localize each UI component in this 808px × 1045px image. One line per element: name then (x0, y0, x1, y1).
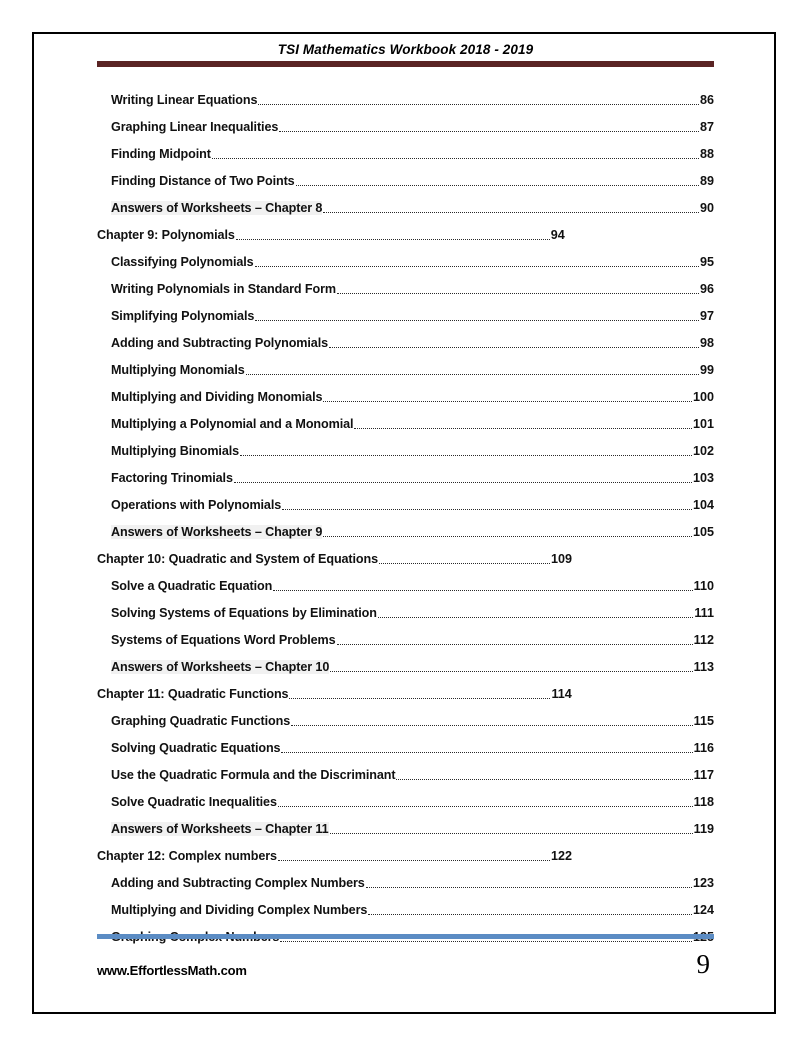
toc-entry-page-number: 103 (692, 470, 714, 485)
toc-entry-page-number: 110 (693, 578, 714, 593)
toc-entry-page-number: 123 (692, 875, 714, 890)
toc-entry-page-number: 101 (692, 416, 714, 431)
toc-dot-leader (258, 86, 699, 113)
toc-entry[interactable] (97, 437, 714, 464)
toc-entry-page-number: 100 (692, 389, 714, 404)
toc-entry-label: Classifying Polynomials (111, 254, 254, 269)
toc-entry-label: Finding Distance of Two Points (111, 173, 295, 188)
toc-dot-leader (378, 599, 694, 626)
toc-entry[interactable] (97, 113, 714, 140)
toc-dot-leader (323, 383, 692, 410)
toc-entry[interactable] (97, 140, 714, 167)
toc-dot-leader (279, 113, 699, 140)
toc-entry-label: Writing Linear Equations (111, 92, 258, 107)
toc-entry[interactable] (97, 896, 714, 923)
toc-entry-label: Answers of Worksheets – Chapter 9 (111, 524, 323, 539)
toc-entry-label: Answers of Worksheets – Chapter 10 (111, 659, 330, 674)
toc-dot-leader (289, 680, 550, 707)
toc-entry-label: Use the Quadratic Formula and the Discriminant (111, 767, 396, 782)
toc-entry-page-number: 112 (693, 632, 714, 647)
toc-dot-leader (323, 194, 699, 221)
toc-entry-label: Adding and Subtracting Complex Numbers (111, 875, 365, 890)
toc-entry[interactable] (97, 464, 714, 491)
toc-entry-label: Chapter 9: Polynomials (97, 227, 235, 242)
toc-entry-label: Multiplying and Dividing Monomials (111, 389, 323, 404)
toc-dot-leader (366, 869, 692, 896)
toc-entry-page-number: 111 (694, 605, 714, 620)
toc-dot-leader (281, 734, 692, 761)
toc-entry-label: Systems of Equations Word Problems (111, 632, 336, 647)
toc-dot-leader (330, 815, 693, 842)
toc-entry-label: Graphing Quadratic Functions (111, 713, 291, 728)
toc-entry-page-number: 117 (693, 767, 714, 782)
toc-dot-leader (282, 491, 692, 518)
toc-entry-page-number: 113 (693, 659, 714, 674)
toc-entry-page-number: 114 (551, 686, 572, 701)
toc-entry-page-number: 86 (699, 92, 714, 107)
toc-entry[interactable] (97, 491, 714, 518)
toc-entry-label: Solving Systems of Equations by Elimination (111, 605, 377, 620)
header-rule (97, 61, 714, 67)
toc-entry[interactable] (97, 329, 714, 356)
running-header-title: TSI Mathematics Workbook 2018 - 2019 (277, 42, 534, 57)
toc-dot-leader (291, 707, 693, 734)
toc-entry[interactable] (97, 410, 714, 437)
toc-dot-leader (246, 356, 699, 383)
toc-entry-page-number: 116 (693, 740, 714, 755)
document-header (97, 42, 714, 67)
toc-entry[interactable] (97, 653, 714, 680)
toc-dot-leader (278, 842, 550, 869)
toc-dot-leader (379, 545, 550, 572)
toc-dot-leader (278, 788, 693, 815)
toc-dot-leader (255, 302, 699, 329)
toc-entry-page-number: 105 (692, 524, 714, 539)
toc-entry-page-number: 119 (693, 821, 714, 836)
toc-entry-page-number: 94 (550, 227, 565, 242)
toc-entry[interactable] (97, 761, 714, 788)
toc-entry-label: Adding and Subtracting Polynomials (111, 335, 329, 350)
toc-entry-label: Chapter 12: Complex numbers (97, 848, 277, 863)
toc-dot-leader (296, 167, 699, 194)
toc-entry-label: Solve a Quadratic Equation (111, 578, 273, 593)
toc-entry-page-number: 124 (692, 902, 714, 917)
toc-entry[interactable] (97, 869, 714, 896)
toc-entry-page-number: 122 (550, 848, 572, 863)
page-sheet (32, 32, 776, 1014)
toc-entry-label: Answers of Worksheets – Chapter 8 (111, 200, 323, 215)
toc-dot-leader (240, 437, 692, 464)
toc-entry[interactable] (97, 86, 714, 113)
toc-entry[interactable] (97, 221, 714, 248)
toc-entry[interactable] (97, 788, 714, 815)
toc-entry-page-number: 97 (699, 308, 714, 323)
toc-entry[interactable] (97, 383, 714, 410)
toc-dot-leader (396, 761, 692, 788)
toc-dot-leader (330, 653, 692, 680)
toc-dot-leader (234, 464, 692, 491)
toc-entry-page-number: 87 (699, 119, 714, 134)
toc-entry-label: Factoring Trinomials (111, 470, 233, 485)
toc-entry-page-number: 99 (699, 362, 714, 377)
table-of-contents (97, 86, 714, 950)
footer-rule (97, 934, 714, 939)
toc-entry-page-number: 96 (699, 281, 714, 296)
toc-entry-page-number: 102 (692, 443, 714, 458)
toc-entry-page-number: 115 (693, 713, 714, 728)
toc-entry[interactable] (97, 842, 714, 869)
toc-entry-page-number: 90 (699, 200, 714, 215)
footer-website-link[interactable]: www.EffortlessMath.com (97, 963, 247, 978)
toc-entry[interactable] (97, 707, 714, 734)
toc-entry[interactable] (97, 815, 714, 842)
toc-entry-label: Chapter 10: Quadratic and System of Equations (97, 551, 379, 566)
toc-entry-label: Simplifying Polynomials (111, 308, 255, 323)
toc-dot-leader (273, 572, 693, 599)
toc-entry-label: Finding Midpoint (111, 146, 211, 161)
toc-dot-leader (368, 896, 692, 923)
toc-entry-label: Multiplying Monomials (111, 362, 245, 377)
toc-entry[interactable] (97, 572, 714, 599)
toc-entry[interactable] (97, 194, 714, 221)
toc-entry-page-number: 104 (692, 497, 714, 512)
toc-dot-leader (323, 518, 692, 545)
toc-entry-page-number: 89 (699, 173, 714, 188)
toc-entry-label: Operations with Polynomials (111, 497, 282, 512)
document-footer (97, 934, 714, 978)
toc-entry-label: Answers of Worksheets – Chapter 11 (111, 821, 329, 836)
toc-entry-label: Multiplying and Dividing Complex Numbers (111, 902, 368, 917)
toc-entry[interactable] (97, 518, 714, 545)
toc-entry-label: Chapter 11: Quadratic Functions (97, 686, 289, 701)
toc-entry[interactable] (97, 545, 714, 572)
toc-entry-label: Solving Quadratic Equations (111, 740, 281, 755)
toc-entry-page-number: 95 (699, 254, 714, 269)
toc-entry-label: Solve Quadratic Inequalities (111, 794, 277, 809)
toc-entry-page-number: 118 (693, 794, 714, 809)
toc-dot-leader (354, 410, 692, 437)
toc-entry[interactable] (97, 356, 714, 383)
toc-entry-label: Multiplying Binomials (111, 443, 240, 458)
toc-entry[interactable] (97, 626, 714, 653)
toc-entry[interactable] (97, 248, 714, 275)
toc-entry[interactable] (97, 275, 714, 302)
toc-entry-label: Graphing Linear Inequalities (111, 119, 279, 134)
toc-dot-leader (337, 626, 693, 653)
toc-dot-leader (255, 248, 699, 275)
toc-dot-leader (329, 329, 699, 356)
toc-entry-page-number: 88 (699, 146, 714, 161)
toc-dot-leader (337, 275, 699, 302)
toc-entry[interactable] (97, 167, 714, 194)
toc-entry[interactable] (97, 599, 714, 626)
toc-entry-page-number: 109 (551, 551, 573, 566)
toc-dot-leader (236, 221, 550, 248)
toc-entry[interactable] (97, 302, 714, 329)
toc-entry-page-number: 98 (699, 335, 714, 350)
footer-content (97, 951, 714, 978)
page-number: 9 (696, 949, 710, 979)
toc-dot-leader (212, 140, 699, 167)
toc-entry-label: Writing Polynomials in Standard Form (111, 281, 336, 296)
toc-entry[interactable] (97, 680, 714, 707)
toc-entry[interactable] (97, 734, 714, 761)
toc-entry-label: Multiplying a Polynomial and a Monomial (111, 416, 354, 431)
